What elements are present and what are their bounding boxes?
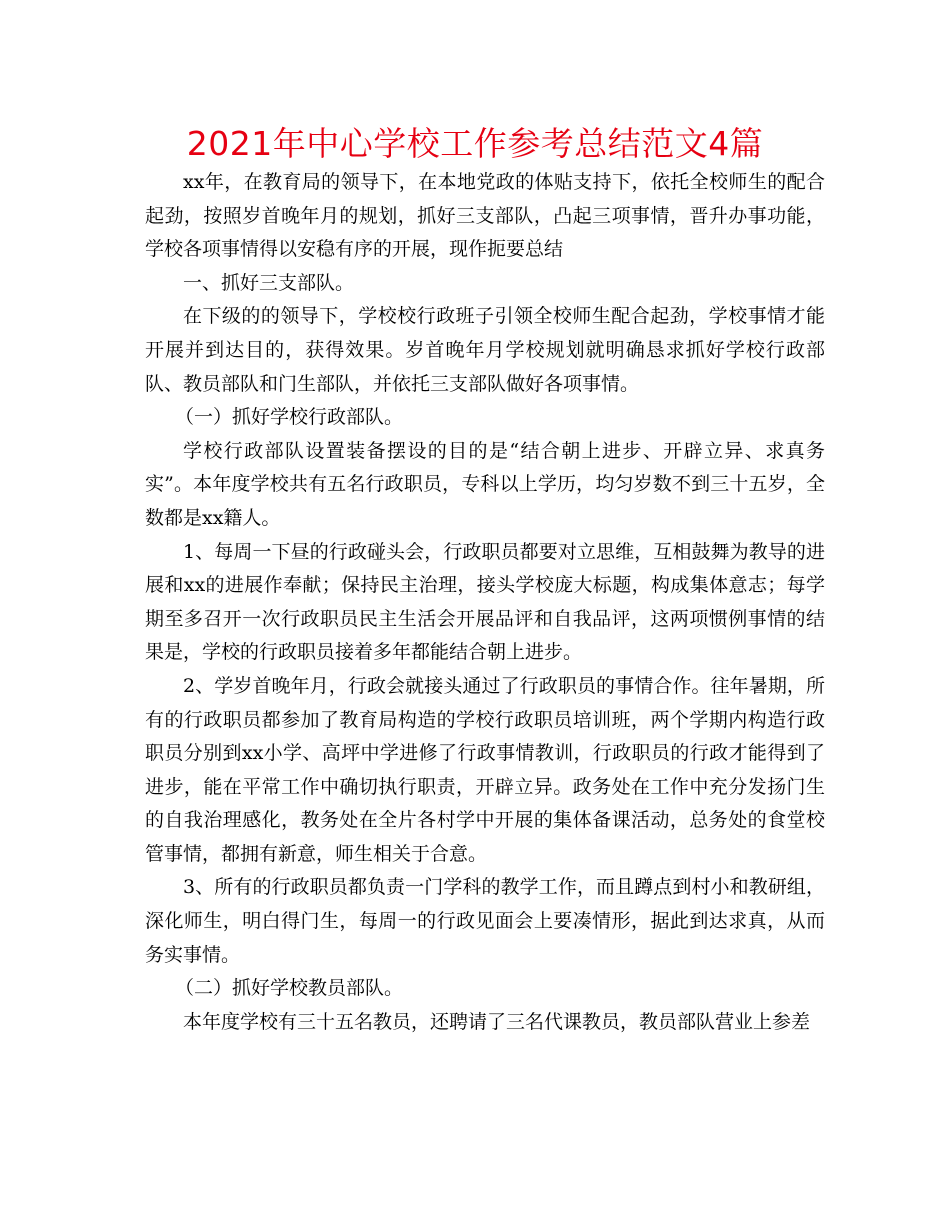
paragraph-teachers: 本年度学校有三十五名教员，还聘请了三名代课教员，教员部队营业上参差 — [183, 1010, 811, 1033]
paragraph-item-3: 3、所有的行政职员都负责一门学科的教学工作，而且蹲点到村小和教研组，深化师生，明白得门生，每周一的行政见面会上要凑情形，据此到达求真，从而务实事情。 — [145, 876, 825, 966]
document-title: 2021年中心学校工作参考总结范文4篇 — [186, 124, 764, 163]
paragraph-admin-goal: 学校行政部队设置装备摆设的目的是“结合朝上进步、开辟立异、求真务实”。本年度学校共有五名行政职员，专科以上学历，均匀岁数不到三十五岁，全数都是xx籍人。 — [145, 439, 825, 529]
document-body — [145, 166, 825, 1039]
paragraph-intro: xx年，在教育局的领导下，在本地党政的体贴支持下，依托全校师生的配合起劲，按照岁首晚年月的规划，抓好三支部队，凸起三项事情，晋升办事功能，学校各项事情得以安稳有序的开展，现作扼要总结 — [145, 171, 825, 261]
subsection-heading-2: （二）抓好学校教员部队。 — [175, 977, 404, 1000]
section-heading-1: 一、抓好三支部队。 — [183, 271, 355, 294]
paragraph-section-1: 在下级的的领导下，学校校行政班子引领全校师生配合起劲，学校事情才能开展并到达目的，获得效果。岁首晚年月学校规划就明确恳求抓好学校行政部队、教员部队和门生部队，并依托三支部队做好各项事情。 — [145, 305, 825, 395]
subsection-heading-1: （一）抓好学校行政部队。 — [175, 406, 404, 429]
paragraph-item-1: 1、每周一下昼的行政碰头会，行政职员都要对立思维，互相鼓舞为教导的进展和xx的进展作奉献；保持民主治理，接头学校庞大标题，构成集体意志；每学期至多召开一次行政职员民主生活会开展品评和自我品评，这两项惯例事情的结果是，学校的行政职员接着多年都能结合朝上进步。 — [145, 540, 825, 664]
paragraph-item-2: 2、学岁首晚年月，行政会就接头通过了行政职员的事情合作。往年暑期，所有的行政职员都参加了教育局构造的学校行政职员培训班，两个学期内构造行政职员分别到xx小学、高坪中学进修了行政事情教训，行政职员的行政才能得到了进步，能在平常工作中确切执行职责，开辟立异。政务处在工作中充分发扬门生的自我治理感化，教务处在全片各村学中开展的集体备课活动，总务处的食堂校管事情，都拥有新意，师生相关于合意。 — [145, 674, 825, 865]
